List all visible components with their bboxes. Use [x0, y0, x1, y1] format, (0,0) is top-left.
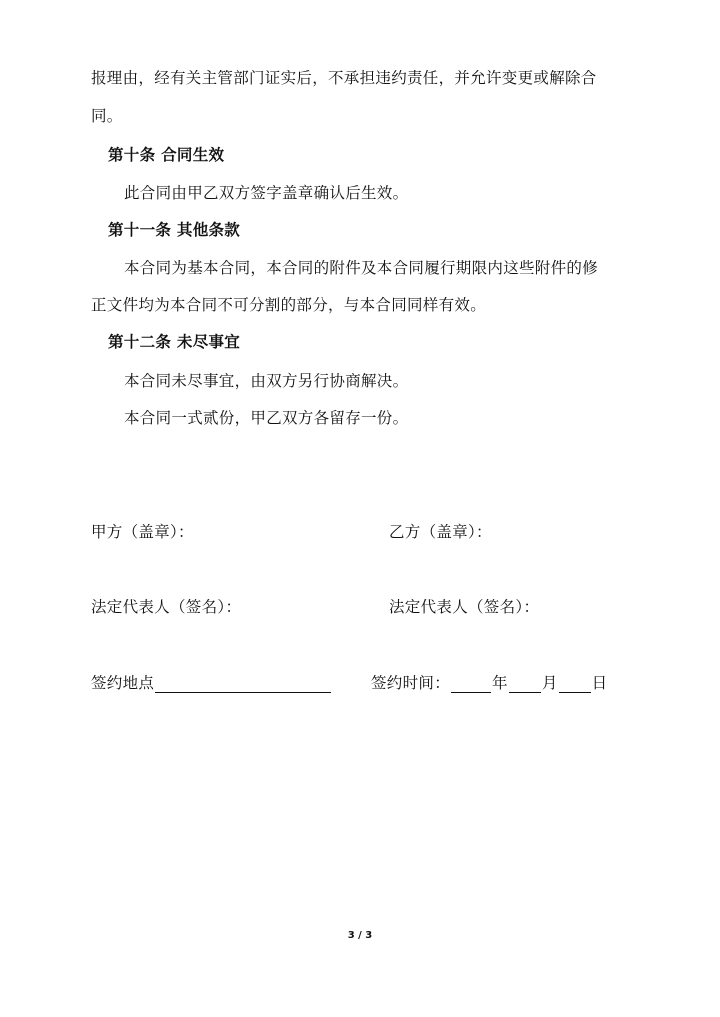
article-10-heading: 第十条 合同生效 — [108, 146, 225, 164]
article-12-paragraph-line-2: 本合同一式贰份，甲乙双方各留存一份。 — [124, 409, 409, 427]
day-label: 日 — [591, 674, 608, 692]
body-line-1: 报理由，经有关主管部门证实后，不承担违约责任，并允许变更或解除合 — [91, 69, 597, 87]
signing-time-row — [371, 673, 607, 693]
article-11-paragraph-line-1: 本合同为基本合同，本合同的附件及本合同履行期限内这些附件的修 — [124, 259, 599, 277]
article-10-paragraph: 此合同由甲乙双方签字盖章确认后生效。 — [124, 184, 409, 202]
party-b-representative-label: 法定代表人（签名）： — [389, 598, 540, 616]
signing-place-label: 签约地点 — [91, 674, 155, 692]
day-blank — [559, 676, 591, 693]
signing-place-blank — [155, 676, 331, 693]
party-a-seal-label: 甲方（盖章）： — [91, 523, 194, 541]
year-label: 年 — [492, 674, 508, 692]
year-blank — [451, 676, 491, 693]
body-line-2: 同。 — [91, 107, 123, 125]
page-number: 3 / 3 — [347, 930, 373, 941]
article-11-paragraph-line-2: 正文件均为本合同不可分割的部分，与本合同同样有效。 — [91, 296, 487, 314]
party-a-representative-label: 法定代表人（签名）： — [91, 598, 242, 616]
article-11-heading: 第十一条 其他条款 — [108, 221, 241, 239]
signing-time-label: 签约时间： — [371, 674, 451, 692]
month-blank — [509, 676, 541, 693]
party-b-seal-label: 乙方（盖章）： — [389, 523, 492, 541]
article-12-heading: 第十二条 未尽事宜 — [108, 333, 241, 351]
article-12-paragraph-line-1: 本合同未尽事宜，由双方另行协商解决。 — [124, 372, 409, 390]
month-label: 月 — [541, 674, 558, 692]
signing-place-row — [91, 673, 332, 693]
